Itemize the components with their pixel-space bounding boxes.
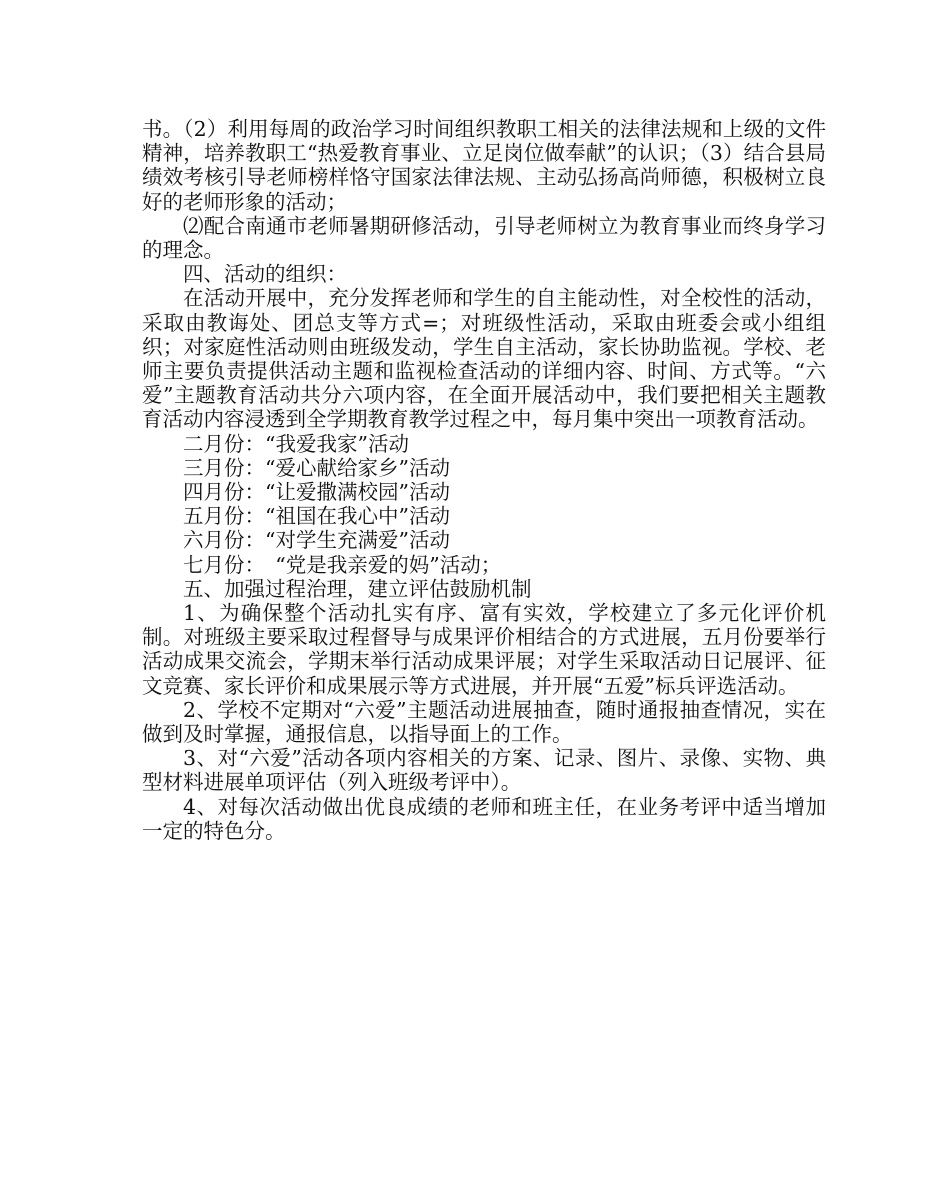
paragraph-evaluation-2: 2、学校不定期对“六爱”主题活动进展抽查，随时通报抽查情况，实在做到及时掌握，通报信息，以指导面上的工作。 (142, 697, 826, 747)
paragraph-evaluation-4: 4、对每次活动做出优良成绩的老师和班主任，在业务考评中适当增加一定的特色分。 (142, 794, 826, 843)
paragraph-evaluation-1: 1、为确保整个活动扎实有序、富有实效，学校建立了多元化评价机制。对班级主要采取过程督导与成果评价相结合的方式进展，五月份要举行活动成果交流会，学期末举行活动成果评展；对学生采取活动日记展评、征文竞赛、家长评价和成果展示等方式进展，并开展“五爱”标兵评选活动。 (142, 601, 826, 698)
paragraph-organization-body: 在活动开展中，充分发挥老师和学生的自主能动性，对全校性的活动，采取由教诲处、团总支等方式=；对班级性活动，采取由班委会或小组组织；对家庭性活动则由班级发动，学生自主活动，家长协助监视。学校、老师主要负责提供活动主题和监视检查活动的详细内容、时间、方式等。“六爱”主题教育活动共分六项内容，在全面开展活动中，我们要把相关主题教育活动内容浸透到全学期教育教学过程之中，每月集中突出一项教育活动。 (142, 286, 826, 432)
paragraph-intro-continuation: 书。（2）利用每周的政治学习时间组织教职工相关的法律法规和上级的文件精神，培养教职工“热爱教育事业、立足岗位做奉献”的认识；（3）结合县局绩效考核引导老师榜样恪守国家法律法规、主动弘扬高尚师德，积极树立良好的老师形象的活动； (142, 117, 826, 214)
month-item-february: 二月份：“我爱我家”活动 (183, 431, 409, 456)
document-page (142, 117, 826, 843)
section-heading-organization: 四、活动的组织： (183, 262, 347, 287)
month-item-april: 四月份：“让爱撒满校园”活动 (183, 480, 450, 505)
section-heading-evaluation: 五、加强过程治理，建立评估鼓励机制 (183, 576, 532, 601)
paragraph-summer-training: ⑵配合南通市老师暑期研修活动，引导老师树立为教育事业而终身学习的理念。 (142, 213, 826, 263)
month-item-june: 六月份：“对学生充满爱”活动 (183, 528, 450, 553)
month-item-may: 五月份：“祖国在我心中”活动 (183, 504, 450, 529)
paragraph-evaluation-3: 3、对“六爱”活动各项内容相关的方案、记录、图片、录像、实物、典型材料进展单项评估（列入班级考评中）。 (142, 746, 826, 795)
month-item-march: 三月份：“爱心献给家乡”活动 (183, 455, 450, 480)
month-item-july: 七月份： “党是我亲爱的妈”活动； (183, 552, 502, 577)
